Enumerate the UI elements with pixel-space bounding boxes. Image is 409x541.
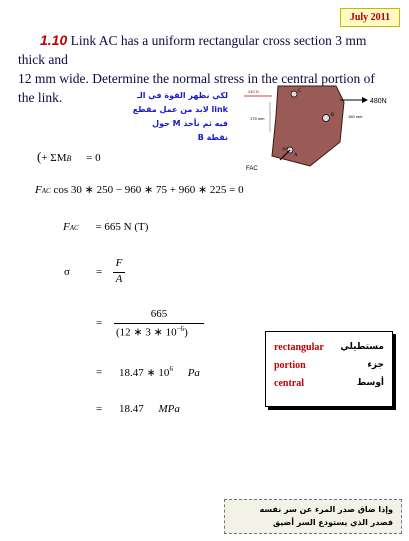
step3-equation: = 18.47 ∗ $10^6$ Pa [96, 365, 200, 379]
fac-label: FAC [246, 166, 258, 172]
poem-line2: فصدر الذي يستودع السر أضيق [273, 518, 393, 527]
arabic-note-line2: فيه ثم نأخذ M حول نقطة B [152, 119, 228, 142]
dim-right-label: 150 mm [348, 114, 363, 119]
vocab-row [266, 360, 392, 374]
vocab-ar: جزء [367, 360, 384, 370]
vocab-ar: مستطيلي [340, 342, 384, 352]
bracket-body [272, 86, 344, 166]
force-480-arrowhead [362, 97, 368, 103]
fraction1-num: F [115, 257, 123, 269]
poem-line1: وإذا ضاق صدر المرء عن سر نفسه [259, 505, 393, 514]
vocabulary-box [265, 331, 393, 407]
vocab-row [266, 378, 392, 392]
problem-text-line2: 12 mm wide. Determine the normal stress in the central portion of the link. [18, 71, 375, 105]
force-480-label: 480N [370, 98, 387, 105]
fac-result: FAC = 665 N (T) [63, 221, 149, 233]
pin-c [291, 91, 297, 97]
arabic-note-line1: لكي نظهر القوة في الـ link لابد من عمل مقطع [132, 91, 228, 114]
vocab-ar: أوسط [356, 378, 384, 388]
vocab-en: rectangular [274, 342, 324, 353]
angle-label: 30° [282, 146, 289, 151]
pin-b [323, 115, 330, 122]
step2-equals: = [96, 317, 103, 329]
fraction2-num: 665 [150, 308, 168, 320]
fraction2-line [114, 323, 204, 324]
moment-equation: (+ ΣMB = 0 [37, 149, 101, 164]
point-b-label: B [331, 113, 335, 118]
poem-quote-box [224, 499, 402, 534]
fraction2-den: (12 ∗ 3 ∗ $10^{-6}$) [116, 325, 188, 339]
sigma-equals: = [96, 266, 103, 278]
fraction1-den: A [115, 273, 123, 285]
dim-left-label: 175 mm [250, 116, 265, 121]
step4-equation: = 18.47 MPa [96, 403, 180, 415]
dim-top-label: 240 N [248, 89, 259, 94]
sigma-symbol: σ [64, 266, 70, 278]
fac-equation: FAC cos 30 ∗ 250 − 960 ∗ 75 + 960 ∗ 225 = 0 [35, 184, 244, 196]
point-a-label: A [294, 153, 298, 158]
problem-number: 1.10 [40, 32, 68, 48]
vocab-en: central [274, 378, 304, 389]
arabic-note [128, 89, 228, 145]
vocab-row [266, 342, 392, 356]
vocab-en: portion [274, 360, 306, 371]
link-figure [236, 80, 406, 176]
point-c-label: C [298, 89, 302, 94]
date-badge: July 2011 [340, 8, 400, 27]
problem-text-line1: Link AC has a uniform rectangular cross section 3 mm thick and [18, 33, 367, 67]
